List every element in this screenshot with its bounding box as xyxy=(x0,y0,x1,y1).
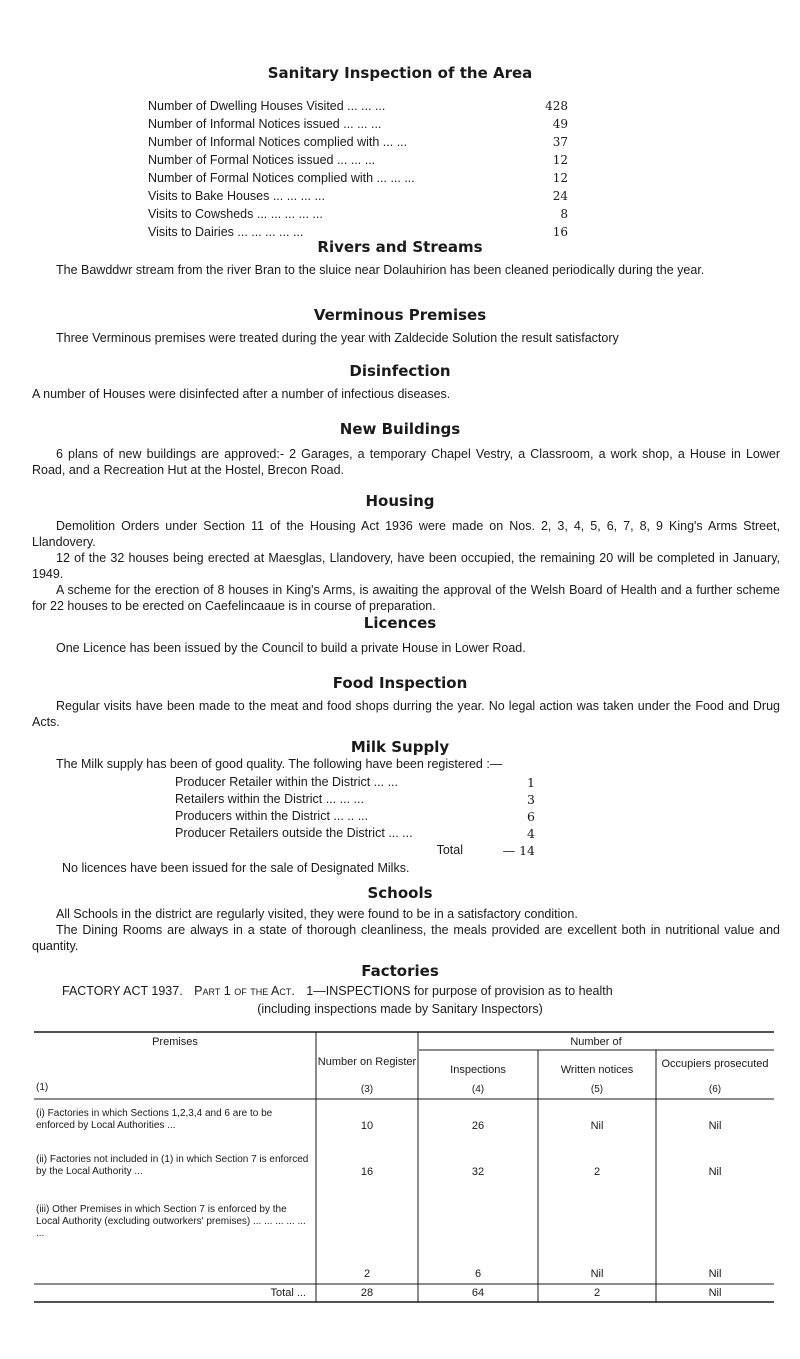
row-register-i: 10 xyxy=(360,1120,374,1132)
stat-value: 16 xyxy=(552,225,568,239)
milk-total-label: Total xyxy=(436,843,463,857)
total-occupiers: Nil xyxy=(708,1287,722,1299)
row-occupiers-ii: Nil xyxy=(708,1166,722,1178)
milk-label: Retailers within the District ... ... ... xyxy=(175,792,364,806)
factory-sub-line: (including inspections made by Sanitary Inspectors) xyxy=(257,1002,543,1016)
stat-value: 12 xyxy=(552,171,568,185)
row-written-iii: Nil xyxy=(590,1268,604,1280)
col-header-occupiers: Occupiers prosecuted xyxy=(661,1058,769,1070)
milk-label: Producer Retailer within the District ... ... xyxy=(175,775,398,789)
row-inspections-iii: 6 xyxy=(474,1268,482,1280)
stat-label: Number of Formal Notices complied with ... ... ... xyxy=(148,171,415,185)
schools-heading: Schools xyxy=(367,884,433,902)
total-inspections: 64 xyxy=(471,1287,485,1299)
col-header-occupiers-num: (6) xyxy=(708,1084,722,1095)
food-heading: Food Inspection xyxy=(332,674,468,692)
stat-value: 12 xyxy=(552,153,568,167)
row-inspections-i: 26 xyxy=(471,1120,485,1132)
col-header-written-num: (5) xyxy=(590,1084,604,1095)
milk-value: 6 xyxy=(527,809,535,824)
stat-label: Number of Informal Notices complied with ... ... xyxy=(148,135,408,149)
stat-label: Visits to Cowsheds ... ... ... ... ... xyxy=(148,207,323,221)
milk-total-value: — 14 xyxy=(502,843,535,858)
row-written-ii: 2 xyxy=(593,1166,601,1178)
row-register-ii: 16 xyxy=(360,1166,374,1178)
new-buildings-text: 6 plans of new buildings are approved:- 2 Garages, a temporary Chapel Vestry, a Classroom, a work shop, a House in Lower Road, and a Recreation Hut at the Hostel, Brecon Road. xyxy=(32,447,780,477)
disinfection-text: A number of Houses were disinfected after a number of infectious diseases. xyxy=(32,387,451,401)
col-header-number-of: Number of xyxy=(570,1036,622,1048)
disinfection-heading: Disinfection xyxy=(349,362,451,380)
milk-value: 1 xyxy=(527,775,535,790)
total-label: Total ... xyxy=(270,1287,306,1299)
stat-label: Number of Informal Notices issued ... ... ... xyxy=(148,117,382,131)
milk-value: 4 xyxy=(527,826,535,841)
milk-label: Producers within the District ... .. ... xyxy=(175,809,369,823)
stat-value: 428 xyxy=(545,99,568,113)
factory-part-line: Part 1 of the Act. xyxy=(194,984,295,998)
total-register: 28 xyxy=(360,1287,374,1299)
food-text: Regular visits have been made to the meat and food shops durring the year. No legal action was taken under the Food and Drug Acts. xyxy=(32,699,780,729)
milk-intro: The Milk supply has been of good quality. The following have been registered :— xyxy=(56,757,503,771)
factory-act-title: FACTORY ACT 1937. xyxy=(62,984,183,998)
licences-heading: Licences xyxy=(363,614,437,632)
stat-label: Visits to Dairies ... ... ... ... ... xyxy=(148,225,304,239)
milk-label: Producer Retailers outside the District ... ... xyxy=(175,826,413,840)
row-premises-iii: (iii) Other Premises in which Section 7 is enforced by the Local Authority (excluding outworkers' premises) ... ... ... ... ... ... xyxy=(36,1204,306,1239)
licences-text: One Licence has been issued by the Council to build a private House in Lower Road. xyxy=(56,641,526,655)
col-header-inspections-num: (4) xyxy=(471,1084,485,1095)
row-premises-i: (i) Factories in which Sections 1,2,3,4 and 6 are to be enforced by Local Authorities ... xyxy=(36,1108,273,1131)
col-header-written: Written notices xyxy=(560,1064,634,1076)
col-header-premises-num: (1) xyxy=(36,1082,49,1093)
col-header-register-num: (3) xyxy=(360,1084,374,1095)
row-occupiers-i: Nil xyxy=(708,1120,722,1132)
sanitary-heading: Sanitary Inspection of the Area xyxy=(267,64,533,82)
stat-value: 49 xyxy=(552,117,568,131)
housing-text-1: Demolition Orders under Section 11 of the Housing Act 1936 were made on Nos. 2, 3, 4, 5, 6, 7, 8, 9 King's Arms Street, Llandovery. xyxy=(32,519,780,549)
stat-value: 37 xyxy=(552,135,568,149)
housing-text-2: 12 of the 32 houses being erected at Maesglas, Llandovery, have been occupied, the remaining 20 will be completed in January, 1949. xyxy=(32,551,780,581)
stat-label: Number of Dwelling Houses Visited ... ... ... xyxy=(148,99,386,113)
rivers-text: The Bawddwr stream from the river Bran to the sluice near Dolauhirion has been cleaned periodically during the year. xyxy=(56,263,705,277)
verminous-text: Three Verminous premises were treated during the year with Zaldecide Solution the result satisfactory xyxy=(56,331,619,345)
row-inspections-ii: 32 xyxy=(471,1166,485,1178)
factories-heading: Factories xyxy=(361,962,439,980)
milk-value: 3 xyxy=(527,792,535,807)
stat-label: Number of Formal Notices issued ... ... ... xyxy=(148,153,376,167)
milk-note: No licences have been issued for the sale of Designated Milks. xyxy=(62,861,410,875)
col-header-premises: Premises xyxy=(152,1036,198,1048)
housing-text-3: A scheme for the erection of 8 houses in King's Arms, is awaiting the approval of the Welsh Board of Health and a further scheme for 22 houses to be erected on Caefelincaaue is in course of preparation. xyxy=(32,583,780,613)
row-written-i: Nil xyxy=(590,1120,604,1132)
new-buildings-heading: New Buildings xyxy=(339,420,461,438)
row-occupiers-iii: Nil xyxy=(708,1268,722,1280)
schools-text-1: All Schools in the district are regularly visited, they were found to be in a satisfactory condition. xyxy=(56,907,578,921)
verminous-heading: Verminous Premises xyxy=(313,306,487,324)
housing-heading: Housing xyxy=(365,492,435,510)
row-premises-ii: (ii) Factories not included in (1) in which Section 7 is enforced by the Local Authority ... xyxy=(36,1154,309,1177)
total-written: 2 xyxy=(593,1287,601,1299)
milk-heading: Milk Supply xyxy=(350,738,450,756)
row-register-iii: 2 xyxy=(363,1268,371,1280)
stat-value: 8 xyxy=(560,207,568,221)
col-header-register: Number on Register xyxy=(317,1056,417,1068)
factory-inspections-line: 1—INSPECTIONS for purpose of provision as to health xyxy=(306,984,613,998)
schools-text-2: The Dining Rooms are always in a state of thorough cleanliness, the meals provided are excellent both in nutritional value and quantity. xyxy=(32,923,780,953)
rivers-heading: Rivers and Streams xyxy=(317,238,483,256)
stat-value: 24 xyxy=(552,189,568,203)
stat-label: Visits to Bake Houses ... ... ... ... xyxy=(148,189,325,203)
col-header-inspections: Inspections xyxy=(450,1064,506,1076)
